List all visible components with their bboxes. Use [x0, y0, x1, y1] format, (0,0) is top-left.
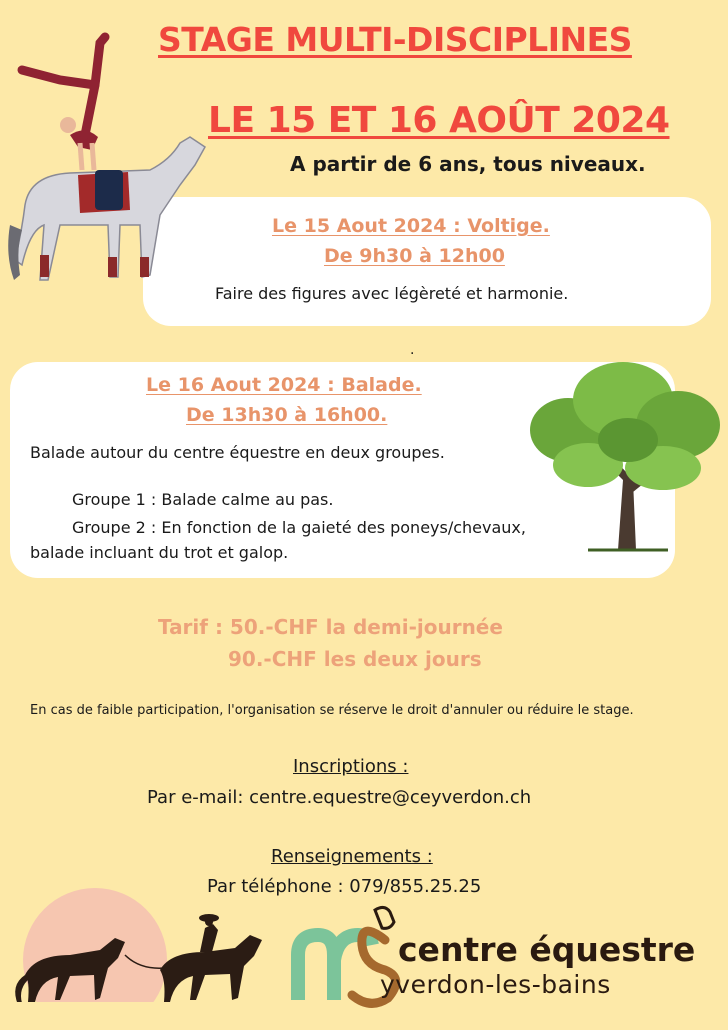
vaulting-horse-illustration — [0, 25, 215, 300]
title-line2: LE 15 ET 16 AOÛT 2024 — [208, 100, 670, 141]
logo-text-line2: yverdon-les-bains — [380, 970, 611, 999]
day1-heading: Le 15 Aout 2024 : Voltige. — [272, 215, 550, 237]
subtitle: A partir de 6 ans, tous niveaux. — [290, 152, 646, 176]
tree-illustration — [528, 360, 723, 555]
inscriptions-email[interactable]: Par e-mail: centre.equestre@ceyverdon.ch — [147, 787, 532, 808]
day2-group2: Groupe 2 : En fonction de la gaieté des poneys/chevaux, — [72, 518, 526, 537]
day2-time: De 13h30 à 16h00. — [186, 404, 388, 426]
day1-description: Faire des figures avec légèreté et harmonie. — [215, 284, 569, 303]
day2-group1: Groupe 1 : Balade calme au pas. — [72, 490, 334, 509]
title-line1: STAGE MULTI-DISCIPLINES — [158, 20, 632, 59]
price-two-days: 90.-CHF les deux jours — [228, 647, 482, 671]
logo-text-line1: centre équestre — [398, 930, 696, 969]
day2-line1: Balade autour du centre équestre en deux groupes. — [30, 443, 445, 462]
horses-silhouette-illustration — [0, 880, 275, 1030]
renseignements-phone[interactable]: Par téléphone : 079/855.25.25 — [207, 876, 482, 897]
cancellation-notice: En cas de faible participation, l'organisation se réserve le droit d'annuler ou réduire le stage. — [30, 703, 634, 718]
day2-heading: Le 16 Aout 2024 : Balade. — [146, 374, 422, 396]
price-half-day: Tarif : 50.-CHF la demi-journée — [158, 615, 503, 639]
day2-line4: balade incluant du trot et galop. — [30, 543, 289, 562]
separator-dot: . — [410, 342, 415, 358]
day1-time: De 9h30 à 12h00 — [324, 245, 505, 267]
inscriptions-label: Inscriptions : — [293, 756, 409, 777]
renseignements-label: Renseignements : — [271, 846, 433, 867]
